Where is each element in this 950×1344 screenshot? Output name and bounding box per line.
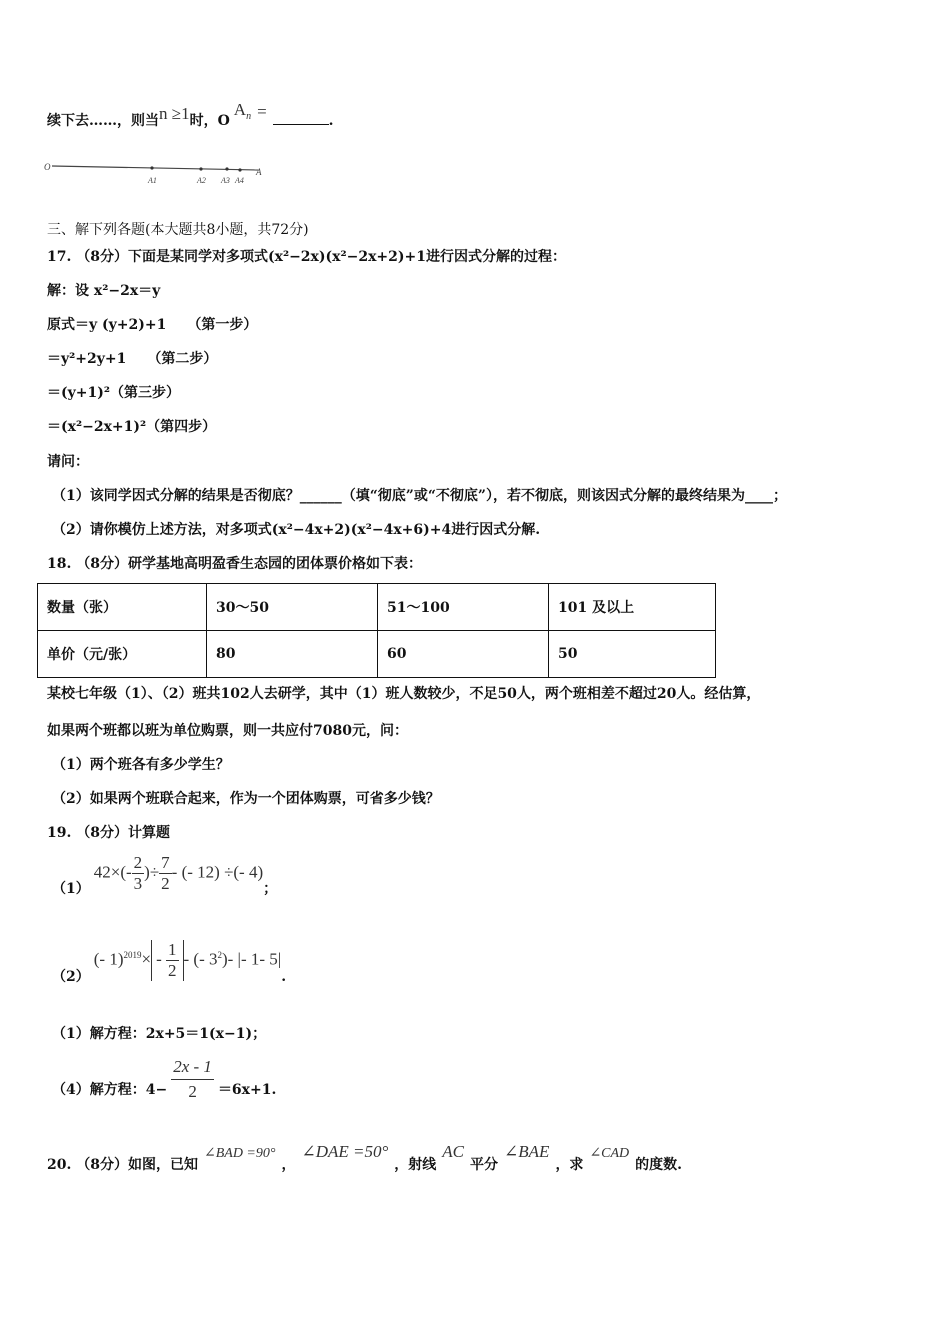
table-cell: 30～50 (207, 584, 378, 631)
angle-cad: ∠CAD (589, 1146, 630, 1161)
q20-pre: 20. （8分）如图，已知 (47, 1157, 198, 1173)
expr1-fraction-1 (132, 853, 145, 894)
q17-step4: ＝(x²−2x+1)²（第四步） (47, 419, 217, 435)
expr2-exponent: 2019 (123, 949, 142, 960)
table-cell: 51～100 (378, 584, 549, 631)
expr2-math (94, 940, 281, 981)
q19-eq4 (52, 1055, 276, 1104)
angle-bae: ∠BAE (504, 1142, 550, 1161)
q17-step2: ＝y²+2y+1 （第二步） (47, 351, 218, 367)
q20-sep: ， (281, 1157, 296, 1173)
q20-mid3: ，求 (555, 1157, 584, 1173)
label-a: A (256, 167, 262, 177)
q16-equals: = (257, 102, 267, 121)
table-cell: 101 及以上 (549, 584, 716, 631)
price-table (37, 583, 716, 678)
q19-expr1 (52, 853, 278, 897)
point-a4 (238, 168, 241, 171)
frac-denominator: 2 (188, 1082, 197, 1101)
q19-stem: 19. （8分）计算题 (47, 825, 170, 841)
point-a2 (199, 167, 202, 170)
q19-eq3: （1）解方程：2x+5＝1(x−1)； (52, 1026, 267, 1042)
q18-stem: 18. （8分）研学基地高明盈香生态园的团体票价格如下表： (47, 556, 422, 572)
section-title: 三、解下列各题(本大题共8小题，共72分) (47, 222, 309, 238)
q19-expr2 (52, 940, 287, 985)
q18-sub1: （1）两个班各有多少学生？ (52, 757, 230, 773)
q17-step3: ＝(y+1)²（第三步） (47, 385, 180, 401)
ray-ac: AC (442, 1142, 465, 1161)
expr1-end: ； (263, 881, 278, 897)
expr1-part-a: 42×(- (93, 862, 132, 882)
angle-dae: ∠DAE =50° (301, 1142, 389, 1161)
q17-ask: 请问： (47, 454, 89, 470)
eq4-fraction (171, 1055, 214, 1104)
label-o: O (44, 162, 51, 172)
expr2-times: × (141, 949, 152, 969)
table-cell: 50 (549, 631, 716, 678)
q16-period: . (328, 113, 334, 129)
expr2-square: 2 (217, 949, 222, 960)
frac-numerator: 2 (133, 853, 143, 872)
expr1-fraction-2 (159, 853, 172, 894)
q16-n-sub: n (246, 111, 252, 122)
expr2-fraction (166, 940, 179, 981)
table-cell: 80 (207, 631, 378, 678)
label-a1: A1 (148, 176, 157, 185)
frac-denominator: 3 (133, 874, 143, 893)
frac-numerator: 7 (161, 853, 170, 872)
frac-denominator: 2 (168, 961, 177, 980)
q20-stem (47, 1142, 683, 1173)
expr2-label: （2） (52, 969, 90, 985)
point-a1 (150, 166, 153, 169)
frac-numerator: 1 (168, 940, 177, 959)
q16-condition: n ≥1 (159, 104, 190, 123)
frac-numerator: 2x - 1 (171, 1055, 214, 1080)
q17-stem: 17. （8分）下面是某同学对多项式(x²−2x)(x²−2x+2)+1进行因式分解的过程： (47, 249, 567, 265)
label-a3: A3 (221, 176, 230, 185)
table-cell: 60 (378, 631, 549, 678)
q16-text-mid: 时， (189, 113, 218, 129)
table-cell: 单价（元/张） (38, 631, 207, 678)
eq4-label: （4）解方程：4− (52, 1082, 168, 1098)
frac-denominator: 2 (161, 874, 170, 893)
expr2-part-a: (- 1) (93, 949, 124, 969)
expr2-end: . (281, 969, 287, 985)
expr1-part-b: )÷ (144, 862, 160, 882)
q20-end: 的度数. (635, 1157, 683, 1173)
expr2-part-e: )- |- 1- 5| (221, 949, 282, 969)
q16-answer-blank[interactable] (273, 124, 329, 125)
number-line-figure (44, 158, 269, 188)
q16-a-label: A (233, 100, 247, 119)
expr2-abs (151, 940, 183, 981)
label-a2: A2 (197, 176, 206, 185)
angle-bad: ∠BAD =90° (203, 1146, 276, 1161)
label-a4: A4 (235, 176, 244, 185)
q16-o-label: O (217, 113, 230, 129)
q18-sub2: （2）如果两个班联合起来，作为一个团体购票，可省多少钱？ (52, 791, 440, 807)
table-row (38, 631, 716, 678)
q17-sub2: （2）请你模仿上述方法，对多项式(x²−4x+2)(x²−4x+6)+4进行因式分解. (52, 522, 541, 538)
q16-text-pre: 续下去……，则当 (47, 113, 159, 129)
q17-sub1: （1）该同学因式分解的结果是否彻底？______（填“彻底”或“不彻底”），若不彻底，则该因式分解的最终结果为____； (52, 488, 787, 504)
expr1-label: （1） (52, 881, 90, 897)
expr1-math (94, 853, 263, 894)
point-a3 (225, 167, 228, 170)
q18-para2: 如果两个班都以班为单位购票，则一共应付7080元，问： (47, 723, 408, 739)
q20-mid2: 平分 (470, 1157, 499, 1173)
expr1-part-c: - (- 12) ÷(- 4) (171, 862, 264, 882)
q16-conclusion (47, 100, 334, 130)
table-cell: 数量（张） (38, 584, 207, 631)
table-row (38, 584, 716, 631)
q18-para1: 某校七年级（1）、（2）班共102人去研学，其中（1）班人数较少，不足50人，两个班相差不超过20人。经估算， (47, 686, 761, 702)
q17-solve: 解：设 x²−2x＝y (47, 283, 161, 299)
eq4-rest: ＝6x+1. (217, 1082, 277, 1098)
expr2-minus: - (156, 949, 166, 969)
q20-mid1: ，射线 (394, 1157, 437, 1173)
expr2-part-d: - (- 3 (183, 949, 218, 969)
q17-step1: 原式＝y (y+2)+1 （第一步） (47, 317, 258, 333)
